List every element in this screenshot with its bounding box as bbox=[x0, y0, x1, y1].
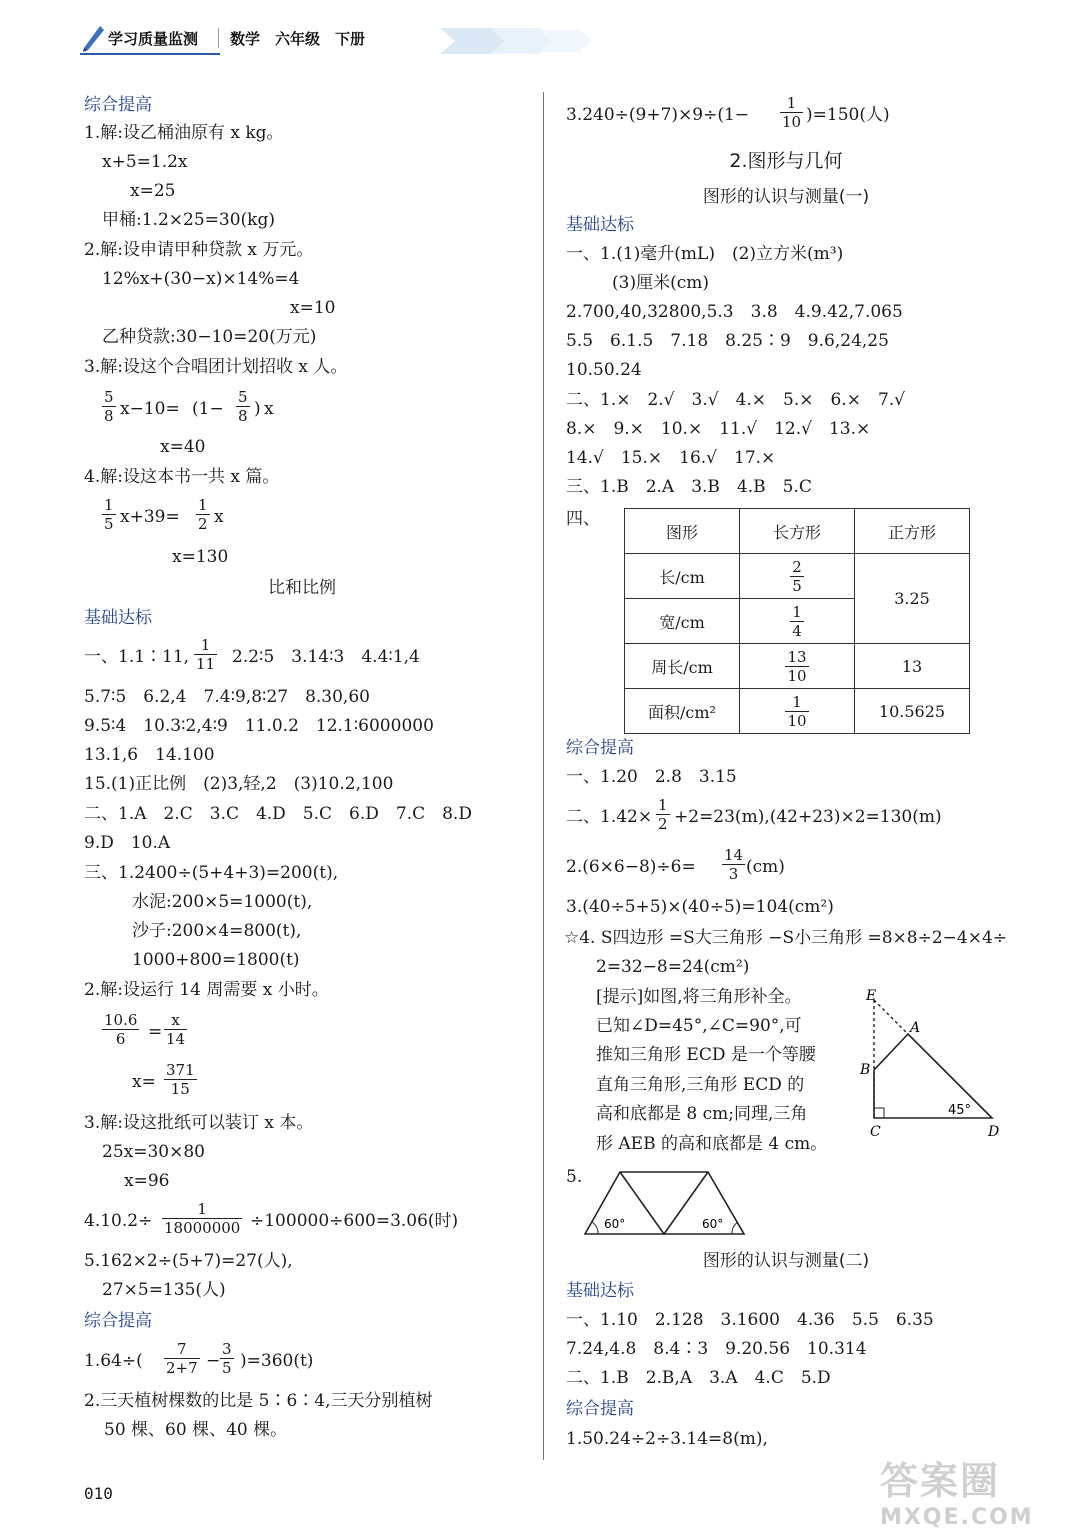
answer-line: 5.5 6.1.5 7.18 8.25∶9 9.6,24,25 bbox=[566, 331, 889, 351]
answer-line: x=130 bbox=[172, 547, 229, 567]
angle-label-right: 60° bbox=[702, 1217, 724, 1231]
answer-line: 2=32−8=24(cm²) bbox=[596, 957, 750, 977]
answer-line: 2.三天植树棵数的比是 5∶6∶4,三天分别植树 bbox=[84, 1391, 433, 1411]
answer-line: 形 AEB 的高和底都是 4 cm。 bbox=[596, 1134, 828, 1154]
fraction: $\frac{5}{8}$ bbox=[238, 388, 248, 425]
answer-line: 三、1.2400÷(5+4+3)=200(t), bbox=[84, 863, 339, 883]
section-heading: 综合提高 bbox=[566, 1399, 634, 1419]
answer-line: )=150(人) bbox=[806, 105, 890, 125]
answer-line: 3.解:设这批纸可以装订 x 本。 bbox=[84, 1113, 314, 1133]
answer-line: 8.× 9.× 10.× 11.√ 12.√ 13.× bbox=[566, 419, 871, 439]
answer-line: x=10 bbox=[290, 298, 336, 318]
answer-line: 高和底都是 8 cm;同理,三角 bbox=[596, 1104, 808, 1124]
watermark bbox=[880, 1450, 1034, 1530]
answer-line: 直角三角形,三角形 ECD 的 bbox=[596, 1075, 805, 1095]
table-header: 图形 bbox=[625, 509, 740, 554]
right-angle-mark bbox=[874, 1108, 884, 1118]
table-cell: 10.5625 bbox=[855, 689, 970, 734]
fraction: $\frac{7}{2+7}$ bbox=[166, 1340, 198, 1377]
table-cell: 3.25 bbox=[855, 554, 970, 644]
header-separator bbox=[218, 28, 219, 48]
answer-line: 2.2∶5 3.14∶3 4.4∶1,4 bbox=[232, 647, 420, 667]
variable: x bbox=[264, 399, 274, 419]
answer-line: 二、1.42× bbox=[566, 807, 653, 827]
answer-line: 一、1.10 2.128 3.1600 4.36 5.5 6.35 bbox=[566, 1310, 934, 1330]
answer-line: 9.5∶4 10.3∶2,4∶9 11.0.2 12.1∶6000000 bbox=[84, 716, 434, 736]
paren-open: (1− bbox=[192, 399, 224, 419]
answer-line: 1.64÷( bbox=[84, 1351, 143, 1371]
table-cell: $\frac{2}{5}$ bbox=[740, 554, 855, 599]
answer-line: x=96 bbox=[124, 1171, 170, 1191]
answer-line: [提示]如图,将三角形补全。 bbox=[596, 987, 802, 1007]
table-cell: $\frac{13}{10}$ bbox=[740, 644, 855, 689]
fraction: $\frac{1}{5}$ bbox=[104, 496, 114, 533]
answer-line: ÷100000÷600=3.06(时) bbox=[250, 1211, 459, 1231]
triangle-figure bbox=[860, 988, 1010, 1140]
watermark-text: 答案圈 bbox=[880, 1459, 1001, 1503]
angle-arc bbox=[732, 1222, 738, 1234]
answer-line: 7.24,4.8 8.4∶3 9.20.56 10.314 bbox=[566, 1339, 867, 1359]
fraction: $\frac{x}{14}$ bbox=[166, 1011, 186, 1048]
header-arrows-decoration bbox=[430, 26, 600, 56]
answer-line: 5. bbox=[566, 1167, 583, 1187]
answer-line: 一、1.20 2.8 3.15 bbox=[566, 767, 737, 787]
section-heading: 基础达标 bbox=[566, 1281, 634, 1301]
answer-line: 三、1.B 2.A 3.B 4.B 5.C bbox=[566, 477, 812, 497]
inner-lines bbox=[620, 1172, 708, 1234]
section-heading: 综合提高 bbox=[566, 738, 634, 758]
table-cell: 周长/cm bbox=[625, 644, 740, 689]
answer-line: 3.240÷(9+7)×9÷(1− bbox=[566, 105, 750, 125]
answer-line: 二、1.A 2.C 3.C 4.D 5.C 6.D 7.C 8.D bbox=[84, 804, 472, 824]
pen-icon bbox=[80, 22, 106, 52]
fraction: $\frac{5}{8}$ bbox=[104, 388, 114, 425]
fraction: $\frac{14}{3}$ bbox=[724, 846, 744, 883]
label-e: E bbox=[866, 988, 877, 1004]
answer-line: 推知三角形 ECD 是一个等腰 bbox=[596, 1045, 816, 1065]
table-row bbox=[625, 554, 970, 599]
answer-line: 25x=30×80 bbox=[102, 1142, 205, 1162]
answer-line: 3.(40÷5+5)×(40÷5)=104(cm²) bbox=[566, 897, 834, 917]
answer-line: 4.解:设这本书一共 x 篇。 bbox=[84, 467, 280, 487]
angle-label-left: 60° bbox=[604, 1217, 626, 1231]
answer-line: 1.解:设乙桶油原有 x kg。 bbox=[84, 123, 284, 143]
answer-line: x=40 bbox=[160, 437, 206, 457]
column-divider bbox=[543, 92, 544, 1460]
table-header: 正方形 bbox=[855, 509, 970, 554]
label-d: D bbox=[988, 1124, 1000, 1140]
label-b: B bbox=[860, 1062, 871, 1078]
answer-line: 水泥:200×5=1000(t), bbox=[132, 892, 313, 912]
section-heading: 基础达标 bbox=[84, 608, 152, 628]
answer-line: 9.D 10.A bbox=[84, 833, 171, 853]
answer-line: 2.解:设申请甲种贷款 x 万元。 bbox=[84, 240, 314, 260]
table-cell: 长/cm bbox=[625, 554, 740, 599]
chapter-title: 2.图形与几何 bbox=[729, 150, 843, 172]
answer-line: x+5=1.2x bbox=[102, 152, 188, 172]
minus: − bbox=[206, 1351, 221, 1371]
answer-line: 2.(6×6−8)÷6= bbox=[566, 857, 696, 877]
answer-line: 1000+800=1800(t) bbox=[132, 950, 300, 970]
answer-line: 甲桶:1.2×25=30(kg) bbox=[102, 210, 275, 230]
section-heading: 综合提高 bbox=[84, 95, 152, 115]
answer-line: 沙子:200×4=800(t), bbox=[132, 921, 302, 941]
answer-line: +2=23(m),(42+23)×2=130(m) bbox=[674, 807, 942, 827]
table-cell: 宽/cm bbox=[625, 599, 740, 644]
answer-line: )=360(t) bbox=[240, 1351, 314, 1371]
table-cell: 面积/cm² bbox=[625, 689, 740, 734]
angle-label: 45° bbox=[948, 1103, 972, 1118]
section-heading: 综合提高 bbox=[84, 1311, 152, 1331]
subsection-title: 比和比例 bbox=[268, 578, 336, 598]
answer-line: 二、1.× 2.√ 3.√ 4.× 5.× 6.× 7.√ bbox=[566, 390, 906, 410]
answer-line: x= bbox=[132, 1072, 156, 1092]
table-cell: $\frac{1}{10}$ bbox=[740, 689, 855, 734]
table-cell: 13 bbox=[855, 644, 970, 689]
answer-line: 4.10.2÷ bbox=[84, 1211, 153, 1231]
answer-line: (3)厘米(cm) bbox=[612, 273, 709, 293]
answer-line: x=25 bbox=[130, 181, 176, 201]
angle-arc bbox=[592, 1222, 598, 1234]
answer-line: 15.(1)正比例 (2)3,轻,2 (3)10.2,100 bbox=[84, 774, 394, 794]
subsection-title: 图形的认识与测量(二) bbox=[702, 1251, 870, 1271]
answer-line: 12%x+(30−x)×14%=4 bbox=[102, 269, 300, 289]
variable: x bbox=[214, 507, 224, 527]
answer-line: 14.√ 15.× 16.√ 17.× bbox=[566, 448, 776, 468]
answer-line: ☆4. S四边形 =S大三角形 −S小三角形 =8×8÷2−4×4÷ bbox=[564, 928, 1008, 948]
answer-line: 10.50.24 bbox=[566, 360, 642, 380]
answer-line: 乙种贷款:30−10=20(万元) bbox=[102, 327, 317, 347]
header-title: 学习质量监测 bbox=[108, 30, 199, 48]
table-header-row bbox=[625, 509, 970, 554]
answer-line: 2.700,40,32800,5.3 3.8 4.9.42,7.065 bbox=[566, 302, 903, 322]
paren-close: ) bbox=[254, 399, 261, 419]
answer-line: x−10= bbox=[120, 399, 180, 419]
table-row bbox=[625, 689, 970, 734]
label-c: C bbox=[870, 1124, 881, 1140]
answer-line: 四、 bbox=[566, 509, 600, 529]
answer-line: 1.50.24÷2÷3.14=8(m), bbox=[566, 1429, 768, 1449]
answer-line: 50 棵、60 棵、40 棵。 bbox=[104, 1420, 288, 1440]
fraction: $\frac{1}{2}$ bbox=[658, 796, 668, 833]
answer-line: 3.解:设这个合唱团计划招收 x 人。 bbox=[84, 357, 348, 377]
label-a: A bbox=[910, 1020, 921, 1036]
shape-table bbox=[624, 508, 970, 734]
subsection-title: 图形的认识与测量(一) bbox=[702, 187, 870, 207]
trapezoid-figure bbox=[582, 1168, 750, 1238]
table-cell: $\frac{1}{4}$ bbox=[740, 599, 855, 644]
answer-line: (cm) bbox=[746, 857, 785, 877]
fraction: $\frac{1}{2}$ bbox=[198, 496, 208, 533]
answer-line: 一、1.(1)毫升(mL) (2)立方米(m³) bbox=[566, 244, 844, 264]
answer-line: x+39= bbox=[120, 507, 180, 527]
page-header bbox=[80, 22, 520, 56]
fraction: $\frac{10.6}{6}$ bbox=[104, 1011, 138, 1048]
fraction: $\frac{1}{18000000}$ bbox=[164, 1200, 241, 1237]
quadrilateral-abcd bbox=[874, 1034, 992, 1118]
table-header: 长方形 bbox=[740, 509, 855, 554]
answer-line: 2.解:设运行 14 周需要 x 小时。 bbox=[84, 980, 329, 1000]
equals: = bbox=[148, 1022, 163, 1042]
header-subtitle: 数学 六年级 下册 bbox=[230, 30, 366, 48]
answer-line: 5.162×2÷(5+7)=27(人), bbox=[84, 1251, 293, 1271]
fraction: $\frac{371}{15}$ bbox=[166, 1061, 195, 1098]
section-heading: 基础达标 bbox=[566, 215, 634, 235]
header-underline bbox=[80, 53, 220, 55]
table-row bbox=[625, 644, 970, 689]
answer-line: 27×5=135(人) bbox=[102, 1280, 226, 1300]
answer-line: 二、1.B 2.B,A 3.A 4.C 5.D bbox=[566, 1368, 831, 1388]
answer-line: 一、1.1∶11, bbox=[84, 647, 190, 667]
fraction: $\frac{1}{10}$ bbox=[782, 94, 802, 131]
watermark-url: MXQE.COM bbox=[880, 1505, 1034, 1530]
answer-line: 已知∠D=45°,∠C=90°,可 bbox=[596, 1016, 802, 1036]
fraction: $\frac{1}{11}$ bbox=[196, 636, 216, 673]
dashed-edge-ea bbox=[874, 1000, 908, 1034]
page-number: 010 bbox=[84, 1484, 113, 1503]
answer-line: 13.1,6 14.100 bbox=[84, 745, 215, 765]
fraction: $\frac{3}{5}$ bbox=[222, 1340, 232, 1377]
answer-line: 5.7∶5 6.2,4 7.4∶9,8∶27 8.30,60 bbox=[84, 687, 370, 707]
